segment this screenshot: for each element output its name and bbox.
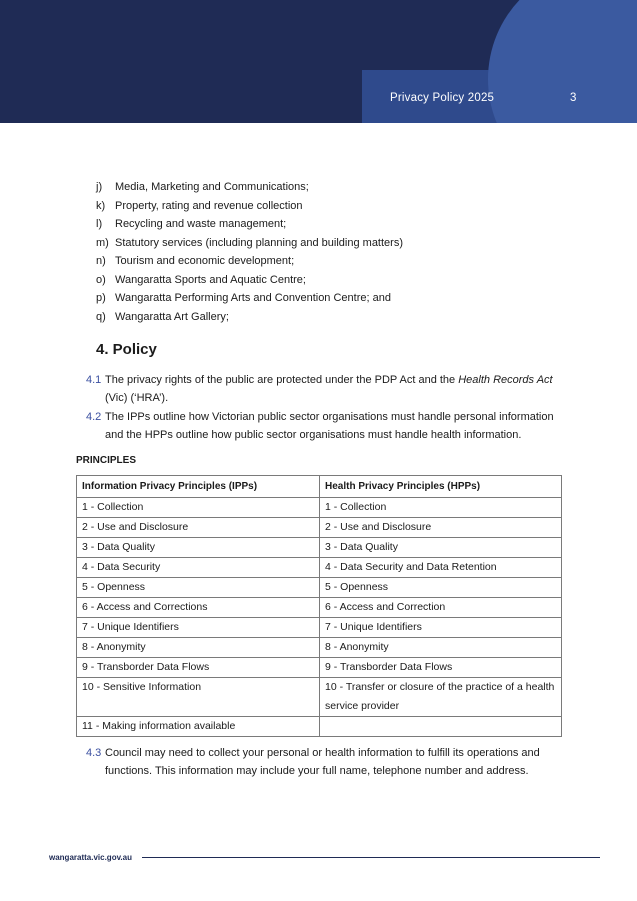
list-item [96,273,403,292]
list-marker: l) [96,218,103,230]
table-row [77,598,562,618]
ipp-cell: 8 - Anonymity [77,638,320,658]
header-circle [488,0,637,123]
ipp-column-header: Information Privacy Principles (IPPs) [77,476,320,498]
list-item [96,236,403,255]
list-item-text: Wangaratta Sports and Aquatic Centre; [115,273,306,286]
clause-number: 4.3 [86,747,102,759]
hpp-cell: 7 - Unique Identifiers [320,618,562,638]
hpp-cell [320,717,562,737]
clause-text-part: The privacy rights of the public are protected under the PDP Act and the [105,374,459,386]
table-row [77,498,562,518]
list-marker: o) [96,273,106,286]
list-marker: p) [96,292,106,304]
hpp-cell: 10 - Transfer or closure of the practice of a health service provider [320,678,562,717]
list-item-text: Property, rating and revenue collection [115,199,303,212]
list-marker: j) [96,181,103,193]
hpp-cell: 3 - Data Quality [320,538,562,558]
ipp-cell: 10 - Sensitive Information [77,678,320,717]
list-marker: n) [96,255,106,267]
list-item [96,217,403,236]
list-marker: q) [96,310,106,323]
hpp-cell: 4 - Data Security and Data Retention [320,558,562,578]
clause-4-2 [86,408,566,444]
page-number: 3 [570,92,577,104]
principles-label: PRINCIPLES [76,455,137,466]
clause-text [105,371,566,407]
page-header [0,0,637,123]
list-marker: m) [96,236,109,249]
clause-4-1 [86,371,566,407]
document-title: Privacy Policy 2025 [390,92,495,104]
list-item [96,199,403,218]
list-item-text: Wangaratta Performing Arts and Convention Centre; and [115,292,391,304]
list-item-text: Media, Marketing and Communications; [115,181,309,193]
ipp-cell: 3 - Data Quality [77,538,320,558]
table-row [77,638,562,658]
ipp-cell: 6 - Access and Corrections [77,598,320,618]
footer-divider [142,857,600,858]
table-header-row [77,476,562,498]
ipp-cell: 11 - Making information available [77,717,320,737]
clause-number: 4.1 [86,374,102,386]
header-decoration [362,0,637,123]
table-row [77,678,562,717]
ipp-cell: 1 - Collection [77,498,320,518]
ipp-cell: 5 - Openness [77,578,320,598]
footer-website-link[interactable]: wangaratta.vic.gov.au [49,853,132,862]
list-item [96,291,403,310]
ipp-cell: 2 - Use and Disclosure [77,518,320,538]
list-item-text: Wangaratta Art Gallery; [115,310,229,323]
list-item-text: Statutory services (including planning and building matters) [115,236,403,249]
ipp-cell: 7 - Unique Identifiers [77,618,320,638]
hpp-cell: 1 - Collection [320,498,562,518]
list-marker: k) [96,199,106,212]
list-item [96,180,403,199]
list-item-text: Recycling and waste management; [115,218,287,230]
table-row [77,717,562,737]
hpp-cell: 2 - Use and Disclosure [320,518,562,538]
principles-table [76,475,562,737]
table-row [77,618,562,638]
table-row [77,518,562,538]
hpp-cell: 6 - Access and Correction [320,598,562,618]
hpp-cell: 8 - Anonymity [320,638,562,658]
table-row [77,578,562,598]
ipp-cell: 4 - Data Security [77,558,320,578]
table-row [77,658,562,678]
list-item [96,310,403,329]
list-item-text: Tourism and economic development; [115,255,295,267]
clause-text-part: (Vic) (‘HRA’). [105,392,169,404]
table-row [77,558,562,578]
ipp-cell: 9 - Transborder Data Flows [77,658,320,678]
hpp-column-header: Health Privacy Principles (HPPs) [320,476,562,498]
clause-4-3 [86,744,566,780]
section-heading: 4. Policy [96,341,157,358]
hpp-cell: 9 - Transborder Data Flows [320,658,562,678]
act-name: Health Records Act [458,374,553,386]
hpp-cell: 5 - Openness [320,578,562,598]
table-row [77,538,562,558]
clause-number: 4.2 [86,411,102,423]
service-list [96,180,403,328]
clause-text: The IPPs outline how Victorian public sector organisations must handle personal information and the HPPs outline how public sector organisations must handle health information. [105,411,554,441]
clause-text: Council may need to collect your personal or health information to fulfill its operations and functions. This information may include your full name, telephone number and address. [105,747,540,777]
list-item [96,254,403,273]
